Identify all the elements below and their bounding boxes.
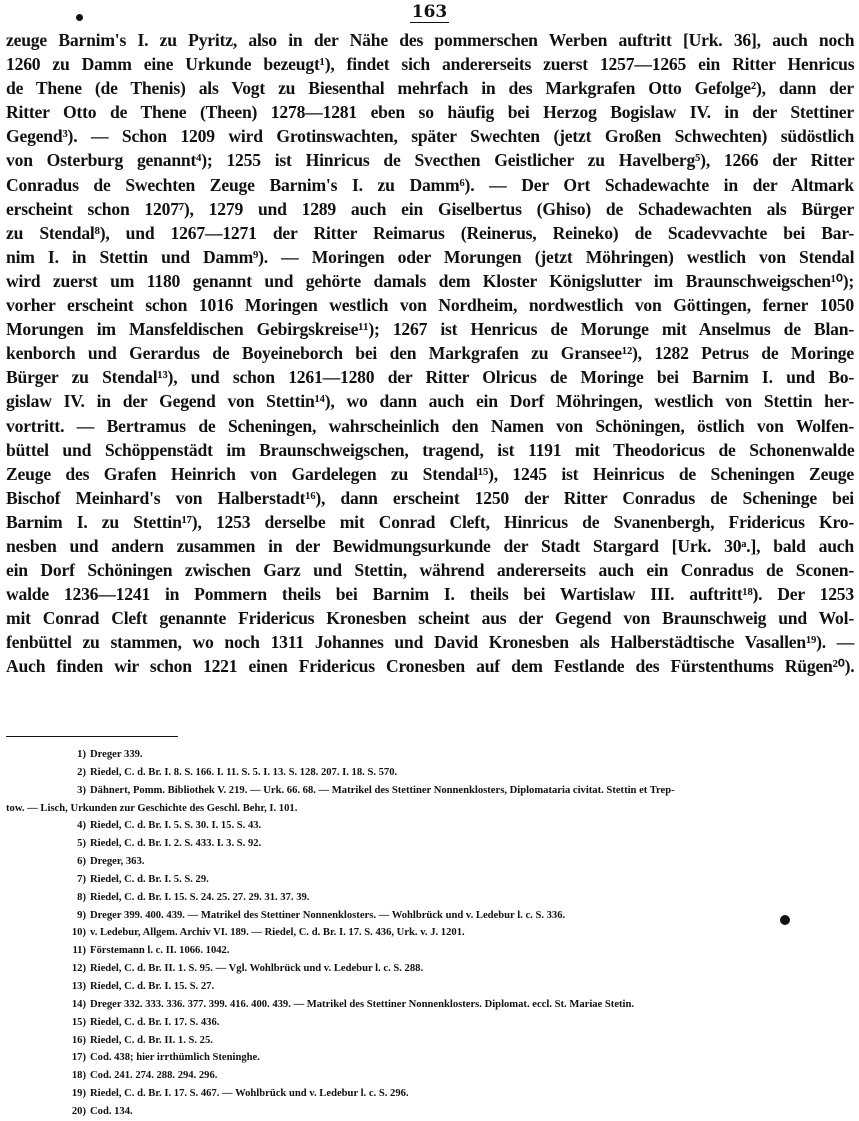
footnote-text: Cod. 134.	[90, 1105, 133, 1117]
footnote-number: 14)	[71, 998, 86, 1010]
body-line: walde 1236—1241 in Pommern theils bei Barnim I. theils bei Wartislaw III. auftritt¹⁸). Der 1253	[6, 584, 854, 605]
footnote-text: Cod. 241. 274. 288. 294. 296.	[90, 1070, 218, 1082]
footnote	[6, 764, 854, 782]
footnote-number: 6)	[77, 856, 86, 868]
footnote	[6, 1049, 854, 1067]
footnote	[6, 853, 854, 871]
footnote-text: Dreger 339.	[90, 749, 143, 760]
body-line: Ritter Otto de Thene (Theen) 1278—1281 eben so häufig bei Herzog Bogislaw IV. in der Stettiner	[6, 102, 854, 123]
body-line: gislaw IV. in der Gegend von Stettin¹⁴), wo dann auch ein Dorf Möhringen, westlich von Stettin her-	[6, 391, 854, 412]
footnote-text: Riedel, C. d. Br. I. 8. S. 166. I. 11. S. 5. I. 13. S. 128. 207. I. 18. S. 570.	[90, 766, 398, 778]
footnote-number: 9)	[77, 909, 86, 921]
body-line: nesben und andern zusammen in der Bewidmungsurkunde der Stadt Stargard [Urk. 30ᵃ.], bald auch	[6, 535, 854, 556]
body-line: büttel und Schöppenstädt im Braunschweigschen, tragend, ist 1191 mit Theodoricus de Schonenwalde	[6, 439, 855, 460]
footnote-number: 3)	[77, 784, 86, 796]
footnote-text: Förstemann l. c. II. 1066. 1042.	[90, 945, 230, 957]
footnote-text: Riedel, C. d. Br. I. 17. S. 467. — Wohlbrück und v. Ledebur l. c. S. 296.	[90, 1088, 409, 1100]
body-line: ein Dorf Schöningen zwischen Garz und Stettin, während andererseits auch ein Conradus de Sconen-	[6, 560, 854, 581]
footnote	[6, 978, 854, 996]
footnote	[6, 1014, 854, 1032]
footnote-text: Dähnert, Pomm. Bibliothek V. 219. — Urk. 66. 68. — Matrikel des Stettiner Nonnenklosters, Diplomataria civitat. Stettin et Trep-	[90, 784, 675, 796]
body-line: wird zuerst um 1180 genannt und gehörte damals dem Kloster Königslutter im Braunschweigschen¹⁰);	[6, 270, 855, 291]
footnote	[6, 835, 854, 853]
footnote-number: 20)	[71, 1105, 86, 1117]
footnote-number: 15)	[71, 1016, 86, 1028]
footnote-number: 19)	[71, 1088, 86, 1100]
footnote-divider	[6, 736, 178, 737]
footnote-number: 1)	[77, 749, 86, 760]
footnote	[6, 942, 854, 960]
footnote-number: 10)	[71, 927, 86, 939]
footnote-text: Cod. 438; hier irrthümlich Steninghe.	[90, 1052, 260, 1064]
footnote-text: Riedel, C. d. Br. II. 1. S. 25.	[90, 1034, 213, 1046]
footnote-number: 4)	[77, 820, 86, 832]
body-line: Conradus de Swechten Zeuge Barnim's I. zu Damm⁶). — Der Ort Schadewachte in der Altmark	[6, 174, 854, 195]
footnote-text: Dreger 332. 333. 336. 377. 399. 416. 400. 439. — Matrikel des Stettiner Nonnenklosters. Diplomat. eccl. St. Mariae Stetin.	[90, 998, 635, 1010]
footnote	[6, 746, 854, 764]
page-number	[0, 2, 859, 22]
footnote-text: Riedel, C. d. Br. I. 5. S. 30. I. 15. S. 43.	[90, 820, 262, 832]
footnote-number: 8)	[77, 891, 86, 903]
body-line: vorher erscheint schon 1016 Moringen westlich von Nordheim, nordwestlich von Göttingen, ferner 1050	[6, 295, 854, 316]
footnote	[6, 889, 854, 907]
footnote-text: Riedel, C. d. Br. I. 15. S. 27.	[90, 980, 215, 992]
footnotes	[6, 746, 854, 1121]
footnote-number: 18)	[71, 1070, 86, 1082]
body-line: Zeuge des Grafen Heinrich von Gardelegen zu Stendal¹⁵), 1245 ist Heinricus de Scheningen Zeuge	[6, 463, 854, 484]
footnote-text: Riedel, C. d. Br. II. 1. S. 95. — Vgl. Wohlbrück und v. Ledebur l. c. S. 288.	[90, 963, 424, 975]
body-line: Auch finden wir schon 1221 einen Fridericus Cronesben auf dem Festlande des Fürstenthums Rügen²⁰).	[6, 656, 855, 677]
footnote-text: v. Ledebur, Allgem. Archiv VI. 189. — Riedel, C. d. Br. I. 17. S. 436, Urk. v. J. 1201.	[90, 927, 465, 939]
footnote-number: 11)	[72, 945, 86, 957]
body-line: zu Stendal⁸), und 1267—1271 der Ritter Reimarus (Reinerus, Reineko) de Scadevvachte bei Bar-	[6, 222, 854, 243]
footnote-text: Riedel, C. d. Br. I. 17. S. 436.	[90, 1016, 220, 1028]
footnote-text: tow. — Lisch, Urkunden zur Geschichte des Geschl. Behr, I. 101.	[6, 802, 298, 814]
body-line: zeuge Barnim's I. zu Pyritz, also in der Nähe des pommerschen Werben auftritt [Urk. 36], auch noch	[6, 30, 855, 50]
body-line: fenbüttel zu stammen, wo noch 1311 Johannes und David Kronesben als Halberstädtische Vasallen¹⁹). —	[6, 632, 855, 653]
footnote-number: 12)	[71, 963, 86, 975]
body-text	[6, 28, 854, 679]
footnote	[6, 782, 854, 800]
footnote	[6, 907, 854, 925]
footnote-number: 7)	[77, 873, 86, 885]
footnote-text: Dreger 399. 400. 439. — Matrikel des Stettiner Nonnenklosters. — Wohlbrück und v. Ledebur l. c. S. 336.	[90, 909, 566, 921]
page-number-text: 163	[411, 2, 448, 22]
body-line: de Thene (de Thenis) als Vogt zu Biesenthal mehrfach in des Markgrafen Otto Gefolge²), dann der	[6, 78, 854, 99]
body-line: Gegend³). — Schon 1209 wird Grotinswachten, später Swechten (jetzt Großen Schwechten) südöstlich	[6, 126, 855, 147]
body-line: Morungen im Mansfeldischen Gebirgskreise¹¹); 1267 ist Henricus de Morunge mit Anselmus de Blan-	[6, 319, 854, 340]
footnote-number: 17)	[71, 1052, 86, 1064]
footnote	[6, 924, 854, 942]
body-line: kenborch und Gerardus de Boyeineborch bei den Markgrafen zu Gransee¹²), 1282 Petrus de Moringe	[6, 343, 854, 364]
footnote-number: 13)	[71, 980, 86, 992]
body-line: vortritt. — Bertramus de Scheningen, wahrscheinlich den Namen von Schöningen, östlich von Wolfen-	[6, 415, 855, 436]
body-line: mit Conrad Cleft genannte Fridericus Kronesben scheint aus der Gegend von Braunschweig und Wol-	[6, 608, 854, 629]
footnote	[6, 871, 854, 889]
body-line: Barnim I. zu Stettin¹⁷), 1253 derselbe mit Conrad Cleft, Hinricus de Svanenbergh, Fridericus Kro-	[6, 511, 854, 532]
body-line: Bürger zu Stendal¹³), und schon 1261—1280 der Ritter Olricus de Moringe bei Barnim I. und Bo-	[6, 367, 854, 388]
body-line: 1260 zu Damm eine Urkunde bezeugt¹), findet sich andererseits zuerst 1257—1265 ein Ritter Henricus	[6, 54, 855, 75]
body-line: Bischof Meinhard's von Halberstadt¹⁶), dann erscheint 1250 der Ritter Conradus de Scheninge bei	[6, 487, 854, 508]
footnote	[6, 800, 854, 818]
footnote	[6, 960, 854, 978]
footnote-number: 2)	[77, 766, 86, 778]
footnote-number: 16)	[71, 1034, 86, 1046]
footnote-number: 5)	[77, 838, 86, 850]
footnote	[6, 1032, 854, 1050]
footnote-text: Riedel, C. d. Br. I. 5. S. 29.	[90, 873, 209, 885]
footnote	[6, 1067, 854, 1085]
body-line: nim I. in Stettin und Damm⁹). — Moringen oder Morungen (jetzt Möhringen) westlich von Stendal	[6, 246, 855, 267]
footnote	[6, 817, 854, 835]
footnote	[6, 1085, 854, 1103]
body-line: erscheint schon 1207⁷), 1279 und 1289 auch ein Giselbertus (Ghiso) de Schadewachten als Bürger	[6, 198, 854, 219]
footnote-text: Dreger, 363.	[90, 856, 145, 868]
footnote	[6, 996, 854, 1014]
footnote-text: Riedel, C. d. Br. I. 2. S. 433. I. 3. S. 92.	[90, 838, 262, 850]
footnote-text: Riedel, C. d. Br. I. 15. S. 24. 25. 27. 29. 31. 37. 39.	[90, 891, 310, 903]
body-line: von Osterburg genannt⁴); 1255 ist Hinricus de Svecthen Geistlicher zu Havelberg⁵), 1266 der Ritter	[6, 150, 855, 171]
footnote	[6, 1103, 854, 1121]
